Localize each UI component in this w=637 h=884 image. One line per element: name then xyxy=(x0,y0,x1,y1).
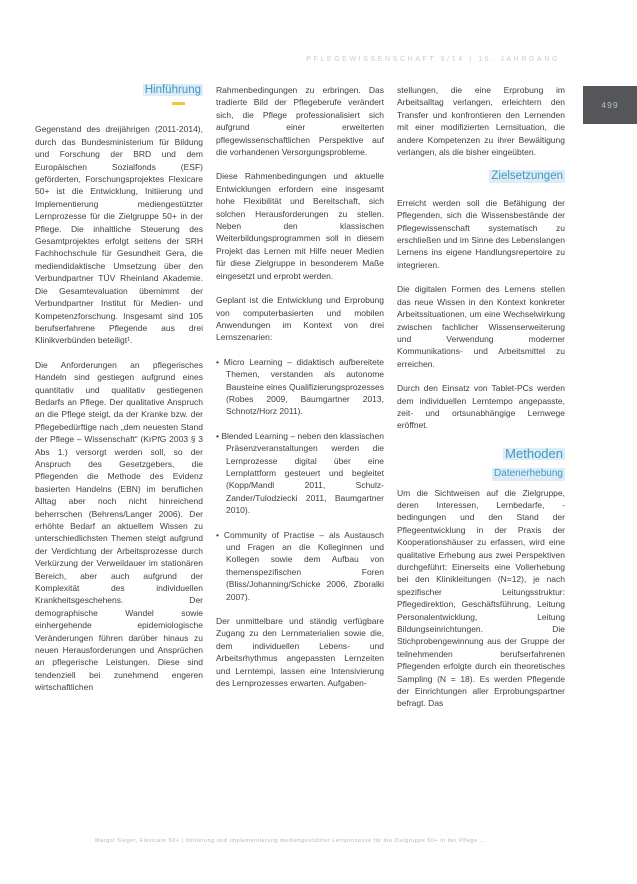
paragraph: Geplant ist die Entwicklung und Erprobung von computerbasierten und mobilen Anwendungen im Kontext von drei Lernszenarien: xyxy=(216,295,384,343)
paragraph: Die Anforderungen an pflegerisches Handeln sind gestiegen aufgrund eines quantitativ und qualitativ gestiegenen Bedarfs an Pflege. Der qualitative Anspruch an die Pflege steigt, da der Kranke bzw. der Pflegebedürftige nach „dem neuesten Stand der Pflege – Wissenschaft“ (KrPfG 2003 § 3 Abs 1.) versorgt werden soll, so der Anspruch des Gesetzgebers, die Pflegenden die Methode des Evidenz basierten Handelns (EBN) im beruflichen Alltag aber noch nicht hinreichend beherrschen (Behrens/Langer 2006). Der erhöhte Bedarf an aktuellem Wissen zu unterschiedlichsten Themen steigt aufgrund der Verdichtung der Arbeitsprozesse durch Verkürzung der Verweildauer im stationären Bereich, aber auch aufgrund der Komplexität des individuellen Krankheitsgeschehens. Der demographische Wandel sowie einhergehende epidemiologische Veränderungen führen darüber hinaus zu neuen Herausforderungen und Ansprüchen an pflegerische Leistungen. Diese sind tendenziell bei zunehmend engeren wirtschaftlichen xyxy=(35,359,203,693)
bullet-icon: • xyxy=(216,529,219,540)
list-item xyxy=(216,356,384,418)
bullet-text: Community of Practise – als Austausch und Fragen an die Kolleginnen und Kollegen sowie dem Aufbau von themenspezifischen Foren (Bliss/Johanning/Schicke 2006, Zboralki 2007). xyxy=(223,529,384,602)
yellow-accent-dash xyxy=(172,102,185,105)
paragraph: Die digitalen Formen des Lernens stellen das neue Wissen in den Kontext konkreter Arbeitssituationen, um eine Wechselwirkung zwischen fachlicher Wissenserweiterung und Verwendung moderner Kommunikations- und Arbeitsmittel zu erreichen. xyxy=(397,284,565,369)
spacer xyxy=(397,189,565,197)
page-number: 499 xyxy=(601,100,619,110)
paragraph: Durch den Einsatz von Tablet-PCs werden dem individuellen Lerntempo angepasste, zeit- und ortsunabhängige Lernwege eröffnet. xyxy=(397,383,565,431)
heading-row-hinfuehrung xyxy=(35,84,203,96)
bullet-icon: • xyxy=(216,356,219,367)
article-columns xyxy=(35,84,565,834)
footer-text: Margot Sieger, Flexicare 50+ | Initiierung und Implementierung mediengestützter Lernprozesse für die Zielgruppe 50+ in der Pflege ... xyxy=(95,838,486,844)
column-1 xyxy=(35,84,203,834)
column-3 xyxy=(397,84,565,834)
heading-row-datenerhebung xyxy=(397,467,565,480)
list-item xyxy=(216,430,384,517)
heading-methoden: Methoden xyxy=(505,445,563,461)
bullet-text: Micro Learning – didaktisch aufbereitete Themen, verstanden als autonome Bausteine eines Qualifizierungsprozesses (Robes 2009, Baumgartner 2013, Schnotz/Horz 2011). xyxy=(223,356,384,417)
paragraph: Erreicht werden soll die Befähigung der Pflegenden, sich die Wissensbestände der Pflegewissenschaft systematisch zu erschließen und im Sinne des Lebenslangen Lernens ins eigene Handlungsrepertoire zu integrieren. xyxy=(397,197,565,270)
heading-zielsetzungen: Zielsetzungen xyxy=(491,170,563,183)
journal-header-line: PFLEGEWISSENSCHAFT 9/14 | 16. JAHRGANG xyxy=(306,56,560,63)
heading-datenerhebung: Datenerhebung xyxy=(494,468,563,480)
paragraph: Um die Sichtweisen auf die Zielgruppe, deren Interessen, Lernbedarfe, -bedingungen und den Stand der Pflegeentwicklung in der Praxis der Kooperationshäuser zu erfassen, wird eine qualitative Erhebung aus zwei Perspektiven durchgeführt: Einerseits eine Vollerhebung bei den Klinikleitungen (N=12), je nach spezifischer Leitungsstruktur: Pflegedirektion, Geschäftsführung, Leitung Personalentwicklung, Leitung Bildungseinrichtungen. Die Stichprobengewinnung aus der Gruppe der teilnehmenden berufserfahrenen Pflegenden erfolgte durch ein theoretisches Sampling (N = 18). Es werden Pflegende der Einrichtungen aller Erprobungspartner befragt. Das xyxy=(397,487,565,709)
bullet-text: Blended Learning – neben den klassischen Präsenzveranstaltungen werden die Lernprozesse digital über eine Lernplattform gesteuert und begleitet (Kopp/Mandl 2011, Schulz-Zander/Tulodziecki 2011, Baumgartner 2010). xyxy=(221,430,384,516)
column-2 xyxy=(216,84,384,834)
paragraph: stellungen, die eine Erprobung im Arbeitsalltag verlangen, erleichtern den Transfer und konfrontieren den Lernenden mit einer modifizierten Lernsituation, die andere Kompetenzen zu ihrer Bewältigung verlangen, als die bisher eingeübten. xyxy=(397,85,565,158)
paragraph: Gegenstand des dreijährigen (2011-2014), durch das Bundesministerium für Bildung und Forschung der BRD und dem Europäischen Sozialfonds (ESF) geförderten, Forschungsprojektes Flexicare 50+ ist die Entwicklung, Initiierung und Implementierung mediengestützter Lernprozesse für die Zielgruppe 50+ in der Pflege. Die inhaltliche Steuerung des Gesamtprojektes erfolgt seitens der SRH Fachhochschule für Gesundheit Gera, die mediendidaktische Umsetzung über den Verbundpartner TÜV Rheinland Akademie. Die Gesamtevaluation übernimmt der Verbundpartner Institut für Medien- und Kompetenzforschung. Insgesamt sind 105 berufserfahrene Pflegende aus drei Klinikverbünden beteiligt¹. xyxy=(35,124,203,346)
page-number-badge xyxy=(583,86,637,124)
paragraph: Rahmenbedingungen zu erbringen. Das tradierte Bild der Pflegeberufe verändert sich, die Pflege professionalisiert sich aufgrund einer erweiterten pflegewissenschaftlichen Perspektive auf die vorhandenen Versorgungsprobleme. xyxy=(216,85,384,158)
list-item xyxy=(216,529,384,603)
heading-hinfuehrung: Hinführung xyxy=(144,84,201,96)
paragraph: Der unmittelbare und ständig verfügbare Zugang zu den Lernmaterialien sowie die, dem individuellen Lebens- und Arbeitsrhythmus angepassten Lernzeiten und Lerntempi, lassen eine Intensivierung des Lernprozesses erwarten. Aufgaben- xyxy=(216,616,384,689)
paragraph: Diese Rahmenbedingungen und aktuelle Entwicklungen erfordern eine insgesamt hohe Flexibilität und Bereitschaft, sich solchen Herausforderungen zu stellen. Neben den klassischen Weiterbildungsprogrammen soll in diesem Projekt das Lernen mit Hilfe neuer Medien für diese Zielgruppe in besonderem Maße eingesetzt und erprobt werden. xyxy=(216,171,384,281)
heading-row-zielsetzungen xyxy=(397,170,565,182)
heading-row-methoden xyxy=(397,445,565,461)
bullet-icon: • xyxy=(216,430,219,441)
